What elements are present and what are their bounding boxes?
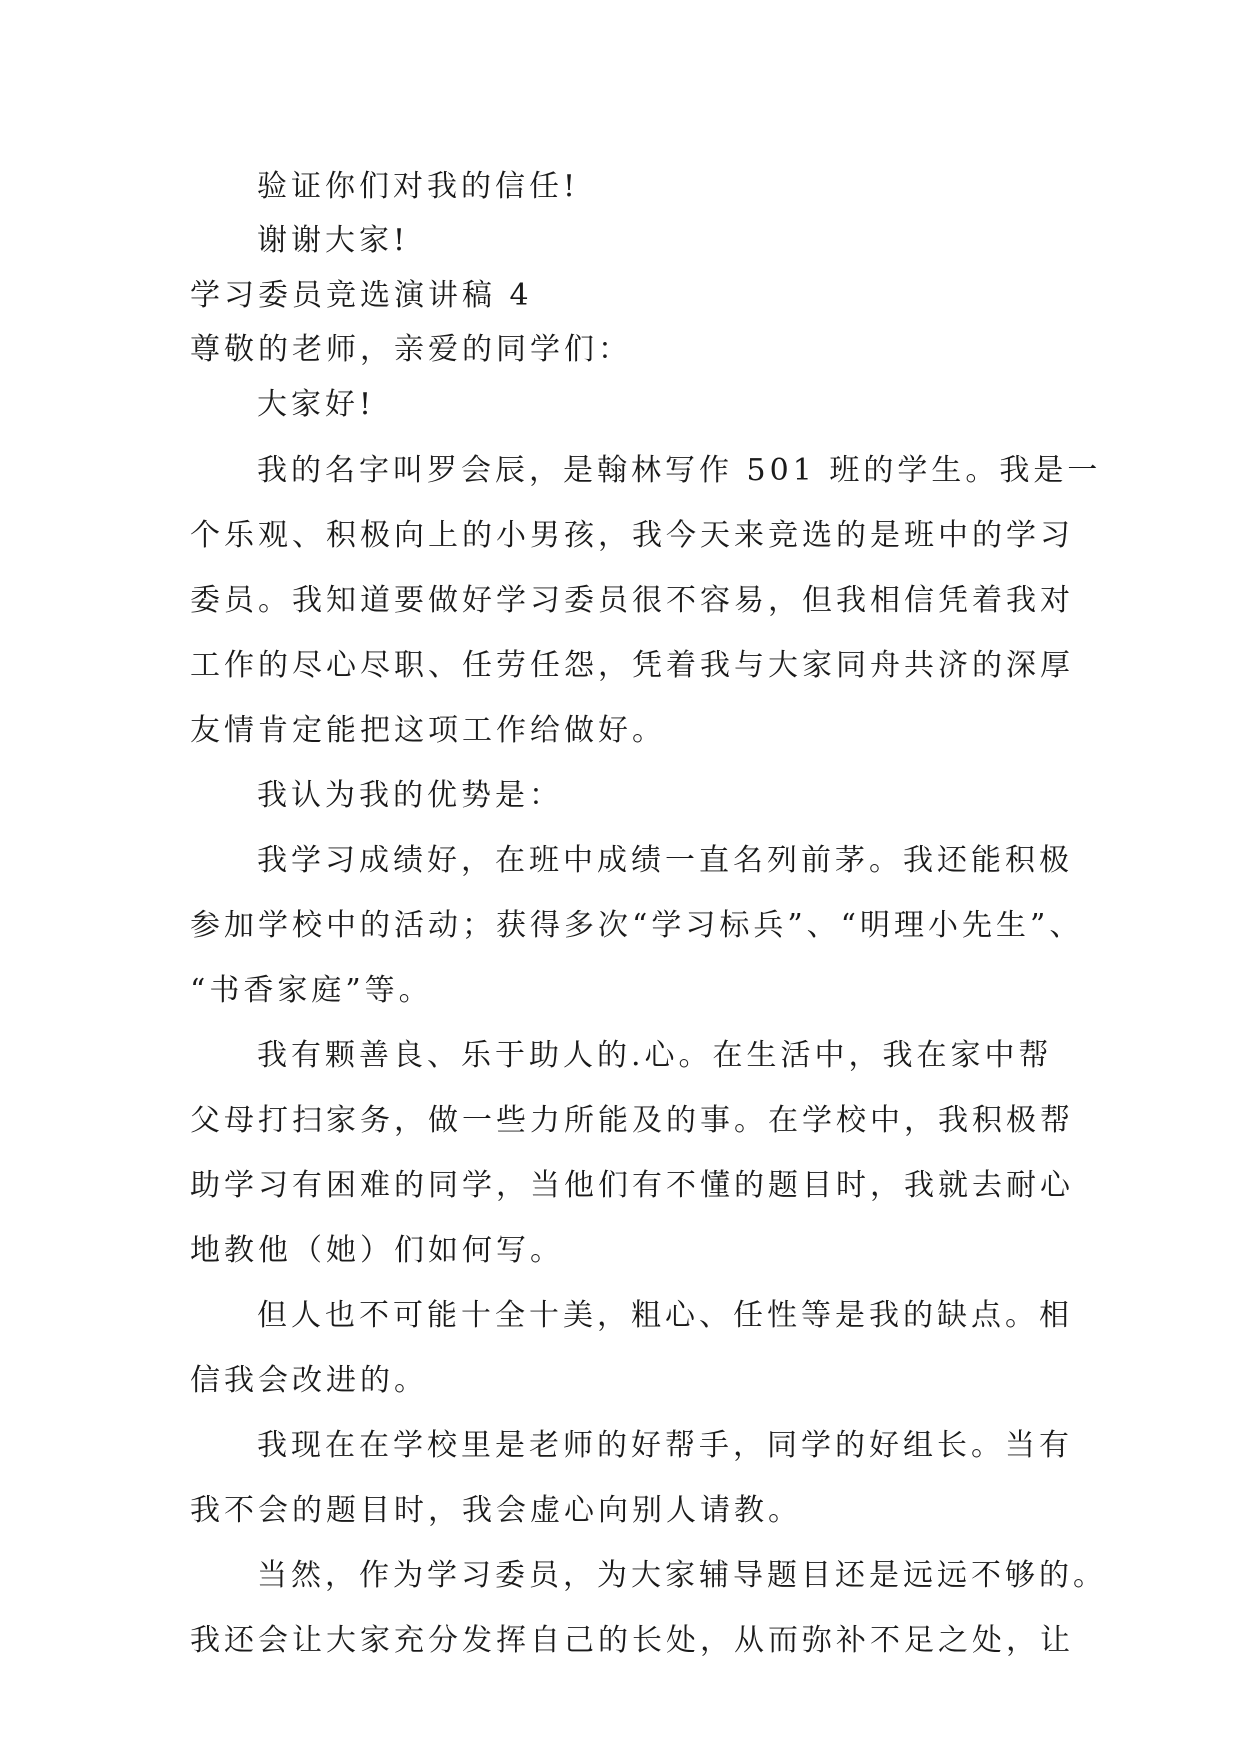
text-line: 我不会的题目时，我会虚心向别人请教。 (190, 1493, 802, 1528)
text-line: 验证你们对我的信任! (257, 169, 580, 204)
text-line: 我的名字叫罗会辰，是翰林写作 501 班的学生。我是一 (257, 453, 1102, 488)
text-line: 友情肯定能把这项工作给做好。 (190, 713, 666, 748)
text-line: 父母打扫家务，做一些力所能及的事。在学校中，我积极帮 (190, 1103, 1074, 1138)
salutation: 尊敬的老师，亲爱的同学们： (190, 332, 632, 367)
text-line: 我现在在学校里是老师的好帮手，同学的好组长。当有 (257, 1428, 1073, 1463)
text-line: 但人也不可能十全十美，粗心、任性等是我的缺点。相 (257, 1298, 1073, 1333)
text-line: 谢谢大家! (257, 223, 410, 258)
text-line: “书香家庭”等。 (190, 973, 433, 1008)
text-line: 我学习成绩好，在班中成绩一直名列前茅。我还能积极 (257, 843, 1073, 878)
text-line: 参加学校中的活动；获得多次“学习标兵”、“明理小先生”、 (190, 908, 1084, 943)
section-heading: 学习委员竞选演讲稿 4 (190, 278, 533, 313)
text-line: 大家好! (257, 387, 376, 422)
text-line: 我认为我的优势是： (257, 778, 563, 813)
text-line: 我有颗善良、乐于助人的.心。在生活中，我在家中帮 (257, 1038, 1053, 1073)
text-line: 委员。我知道要做好学习委员很不容易，但我相信凭着我对 (190, 583, 1074, 618)
text-line: 个乐观、积极向上的小男孩，我今天来竞选的是班中的学习 (190, 518, 1074, 553)
text-line: 信我会改进的。 (190, 1363, 428, 1398)
text-line: 地教他（她）们如何写。 (190, 1233, 564, 1268)
text-line: 工作的尽心尽职、任劳任怨，凭着我与大家同舟共济的深厚 (190, 648, 1074, 683)
text-line: 我还会让大家充分发挥自己的长处，从而弥补不足之处，让 (190, 1623, 1074, 1658)
text-line: 助学习有困难的同学，当他们有不懂的题目时，我就去耐心 (190, 1168, 1074, 1203)
text-line: 当然，作为学习委员，为大家辅导题目还是远远不够的。 (257, 1558, 1107, 1593)
